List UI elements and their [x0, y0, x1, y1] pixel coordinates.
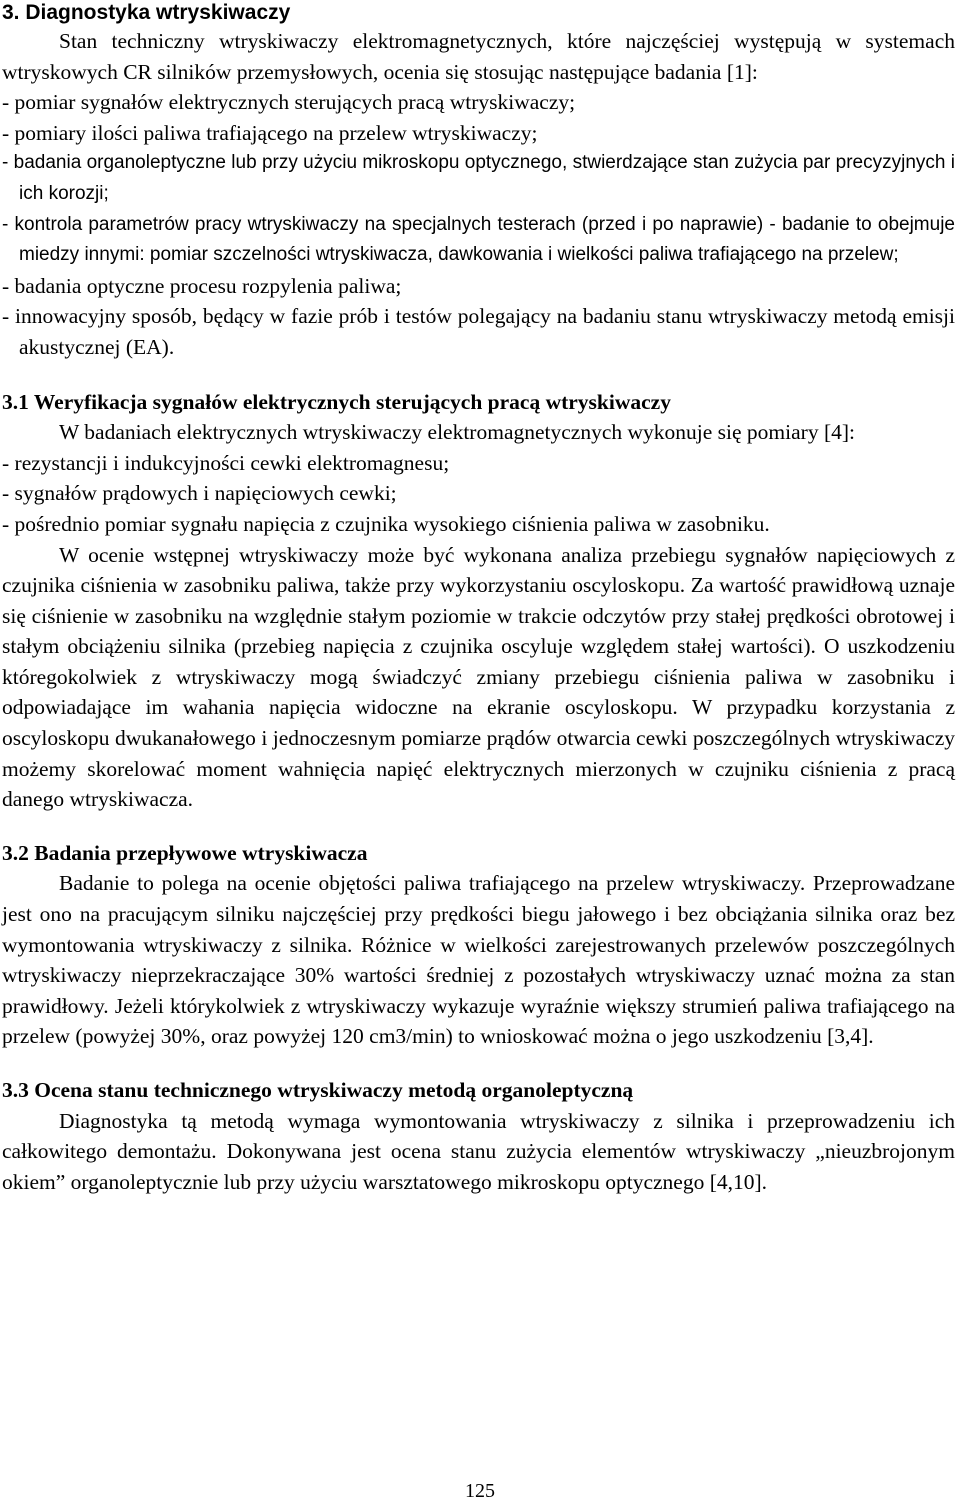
section-3-1-body: W ocenie wstępnej wtryskiwaczy może być wykonana analiza przebiegu sygnałów napięciowych z czujnika ciśnienia w zasobniku paliwa, także przy wykorzystaniu oscyloskopu. Za wartość prawidłową uznaje się ciśnienie w zasobniku na względnie stałym poziomie w trakcie odczytów przy stałej prędkości obrotowej i stałym obciążeniu silnika (przebieg napięcia z czujnika oscyluje względem stałej wartości). O uszkodzeniu któregokolwiek z wtryskiwaczy mogą świadczyć zmiany przebiegu ciśnienia paliwa w zasobniku i odpowiadające im wahania napięcia widoczne na ekranie oscyloskopu. W przypadku korzystania z oscyloskopu dwukanałowego i jednoczesnym pomiarze prądów otwarcia cewki poszczególnych wtryskiwaczy możemy skorelować moment wahnięcia napięć elektrycznych mierzonych w czujniku ciśnienia z pracą danego wtryskiwacza.: [2, 542, 955, 812]
section-3-1-title: 3.1 Weryfikacja sygnałów elektrycznych sterujących pracą wtryskiwaczy: [2, 389, 671, 414]
list-item: - badania optyczne procesu rozpylenia paliwa;: [2, 273, 402, 298]
list-item: - innowacyjny sposób, będący w fazie prób i testów polegający na badaniu stanu wtryskiwaczy metodą emisji akustycznej (EA).: [2, 304, 955, 359]
list-item: - kontrola parametrów pracy wtryskiwaczy na specjalnych testerach (przed i po naprawie) - badanie to obejmuje miedzy innymi: pomiar szczelności wtryskiwacza, dawkowania i wielkości paliwa trafiającego na przelew;: [2, 213, 955, 266]
page-number: 125: [465, 1480, 495, 1502]
spacer: [2, 815, 955, 838]
spacer: [2, 1052, 955, 1075]
section-3-3-title: 3.3 Ocena stanu technicznego wtryskiwaczy metodą organoleptyczną: [2, 1078, 634, 1102]
section-3-1-intro: W badaniach elektrycznych wtryskiwaczy elektromagnetycznych wykonuje się pomiary [4]:: [59, 420, 855, 445]
list-item: - badania organoleptyczne lub przy użyciu mikroskopu optycznego, stwierdzające stan zużycia par precyzyjnych i ich korozji;: [2, 152, 955, 204]
list-item: - pomiary ilości paliwa trafiającego na przelew wtryskiwaczy;: [2, 120, 538, 145]
list-item: - pośrednio pomiar sygnału napięcia z czujnika wysokiego ciśnienia paliwa w zasobniku.: [2, 511, 770, 536]
document-page: [2, 0, 955, 1197]
list-item: - sygnałów prądowych i napięciowych cewki;: [2, 481, 397, 506]
section-3-title: 3. Diagnostyka wtryskiwaczy: [2, 1, 291, 24]
section-3-2-body: Badanie to polega na ocenie objętości paliwa trafiającego na przelew wtryskiwaczy. Przeprowadzane jest ono na pracującym silniku najczęściej przy prędkości biegu jałowego i bez obciążania silnika oraz bez wymontowania wtryskiwaczy z silnika. Różnice w wielkości zarejestrowanych przelewów poszczególnych wtryskiwaczy nieprzekraczające 30% wartości średniej z pozostałych wtryskiwaczy uznać można za stan prawidłowy. Jeżeli którykolwiek z wtryskiwaczy wykazuje wyraźnie większy strumień paliwa trafiającego na przelew (powyżej 30%, oraz powyżej 120 cm3/min) to wnioskować można o jego uszkodzeniu [3,4].: [2, 871, 955, 1049]
section-3-2-title: 3.2 Badania przepływowe wtryskiwacza: [2, 840, 368, 865]
spacer: [2, 363, 955, 387]
section-3-list: [2, 87, 955, 362]
section-3-3-body: Diagnostyka tą metodą wymaga wymontowania wtryskiwaczy z silnika i przeprowadzeniu ich całkowitego demontażu. Dokonywana jest ocena stanu zużycia elementów wtryskiwaczy „nieuzbrojonym okiem” organoleptycznie lub przy użyciu warsztatowego mikroskopu optycznego [4,10].: [2, 1108, 955, 1194]
list-item: - pomiar sygnałów elektrycznych sterujących pracą wtryskiwaczy;: [2, 90, 576, 115]
section-3-intro: Stan techniczny wtryskiwaczy elektromagnetycznych, które najczęściej występują w systemach wtryskowych CR silników przemysłowych, ocenia się stosując następujące badania [1]:: [2, 29, 955, 84]
section-3-1-list: [2, 448, 955, 540]
list-item: - rezystancji i indukcyjności cewki elektromagnesu;: [2, 450, 450, 475]
